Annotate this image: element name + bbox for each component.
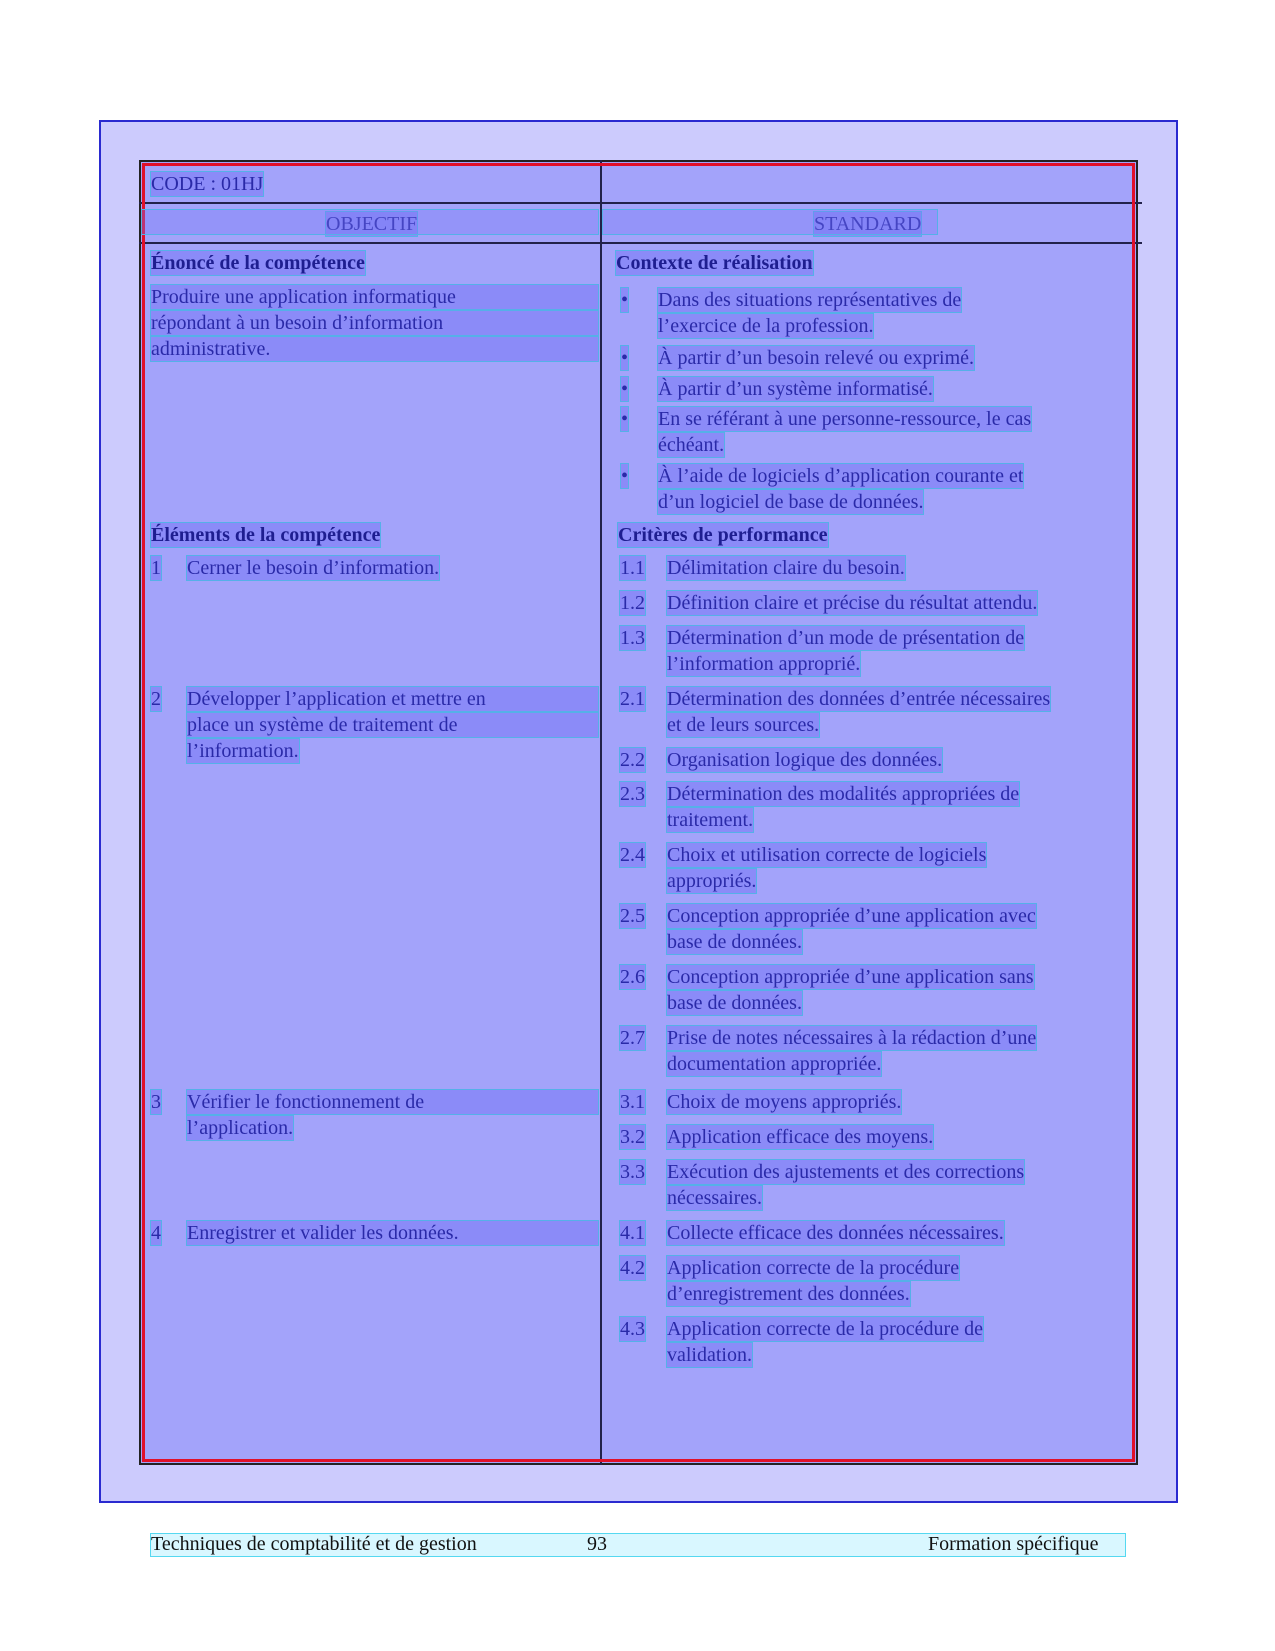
critere-number: 2.6 — [620, 966, 645, 988]
critere-number: 2.4 — [620, 844, 645, 866]
critere-text: traitement. — [667, 809, 754, 831]
bullet-icon: • — [621, 378, 629, 400]
enonce-title: Énoncé de la compétence — [151, 252, 365, 274]
critere-text: Application efficace des moyens. — [667, 1126, 934, 1148]
contexte-item: échéant. — [658, 434, 725, 456]
critere-number: 2.2 — [620, 749, 645, 771]
footer-program: Techniques de comptabilité et de gestion — [151, 1533, 477, 1555]
critere-text: Choix de moyens appropriés. — [667, 1091, 902, 1113]
contexte-item: l’exercice de la profession. — [658, 315, 874, 337]
critere-text: et de leurs sources. — [667, 714, 820, 736]
critere-text: Détermination d’un mode de présentation de — [667, 627, 1025, 649]
objectif-header: OBJECTIF — [326, 213, 418, 235]
critere-text: l’information approprié. — [667, 653, 861, 675]
column-divider — [600, 160, 602, 1465]
critere-text: Prise de notes nécessaires à la rédaction d’une — [667, 1027, 1037, 1049]
objectif-row-highlight — [142, 210, 598, 234]
enonce-line: administrative. — [151, 337, 598, 361]
critere-text: Conception appropriée d’une application sans — [667, 966, 1034, 988]
critere-text: validation. — [667, 1344, 752, 1366]
element-text: place un système de traitement de — [187, 713, 598, 737]
contexte-item: Dans des situations représentatives de — [658, 289, 962, 311]
bullet-icon: • — [621, 347, 629, 369]
critere-text: Exécution des ajustements et des corrections — [667, 1161, 1025, 1183]
critere-text: Organisation logique des données. — [667, 749, 943, 771]
critere-number: 4.1 — [620, 1222, 645, 1244]
footer-page-number: 93 — [587, 1533, 607, 1555]
element-number: 4 — [151, 1222, 161, 1244]
bullet-icon: • — [621, 408, 629, 430]
element-number: 3 — [151, 1091, 161, 1113]
bullet-icon: • — [621, 289, 629, 311]
element-number: 1 — [151, 557, 161, 579]
critere-number: 3.1 — [620, 1091, 645, 1113]
header-divider — [139, 242, 1142, 244]
contexte-item: À partir d’un besoin relevé ou exprimé. — [658, 347, 975, 369]
enonce-line: Produire une application informatique — [151, 285, 598, 309]
critere-number: 1.1 — [620, 557, 645, 579]
header-divider — [139, 202, 1142, 204]
element-text: Cerner le besoin d’information. — [187, 557, 440, 579]
element-text: Développer l’application et mettre en — [187, 687, 598, 711]
elements-title: Éléments de la compétence — [151, 524, 381, 546]
element-number: 2 — [151, 688, 161, 710]
critere-text: documentation appropriée. — [667, 1053, 882, 1075]
critere-number: 3.3 — [620, 1161, 645, 1183]
element-text: l’application. — [187, 1117, 294, 1139]
critere-text: base de données. — [667, 992, 802, 1014]
critere-number: 2.5 — [620, 905, 645, 927]
critere-text: d’enregistrement des données. — [667, 1283, 910, 1305]
critere-number: 2.3 — [620, 783, 645, 805]
critere-number: 4.3 — [620, 1318, 645, 1340]
critere-number: 2.1 — [620, 688, 645, 710]
critere-text: Détermination des modalités appropriées de — [667, 783, 1020, 805]
code-label: CODE : 01HJ — [151, 173, 264, 195]
critere-number: 3.2 — [620, 1126, 645, 1148]
contexte-item: d’un logiciel de base de données. — [658, 491, 924, 513]
critere-text: Conception appropriée d’une application avec — [667, 905, 1036, 927]
critere-text: Application correcte de la procédure de — [667, 1318, 983, 1340]
contexte-item: À l’aide de logiciels d’application courante et — [658, 465, 1024, 487]
critere-text: Choix et utilisation correcte de logiciels — [667, 844, 987, 866]
bullet-icon: • — [621, 465, 629, 487]
criteres-title: Critères de performance — [618, 524, 828, 546]
footer-section: Formation spécifique — [928, 1533, 1099, 1555]
critere-text: base de données. — [667, 931, 802, 953]
contexte-item: À partir d’un système informatisé. — [658, 378, 933, 400]
critere-number: 1.2 — [620, 592, 645, 614]
critere-text: Délimitation claire du besoin. — [667, 557, 905, 579]
enonce-line: répondant à un besoin d’information — [151, 311, 598, 335]
standard-row-highlight — [603, 210, 937, 234]
element-text: Enregistrer et valider les données. — [187, 1221, 598, 1245]
critere-text: Collecte efficace des données nécessaires. — [667, 1222, 1004, 1244]
standard-header: STANDARD — [814, 213, 922, 235]
critere-text: Application correcte de la procédure — [667, 1257, 960, 1279]
element-text: l’information. — [187, 740, 299, 762]
critere-text: nécessaires. — [667, 1187, 762, 1209]
critere-text: Définition claire et précise du résultat attendu. — [667, 592, 1038, 614]
contexte-item: En se référant à une personne-ressource, le cas — [658, 408, 1032, 430]
critere-number: 4.2 — [620, 1257, 645, 1279]
critere-text: appropriés. — [667, 870, 757, 892]
contexte-title: Contexte de réalisation — [616, 252, 813, 274]
element-text: Vérifier le fonctionnement de — [187, 1090, 598, 1114]
critere-number: 1.3 — [620, 627, 645, 649]
critere-number: 2.7 — [620, 1027, 645, 1049]
critere-text: Détermination des données d’entrée nécessaires — [667, 688, 1051, 710]
